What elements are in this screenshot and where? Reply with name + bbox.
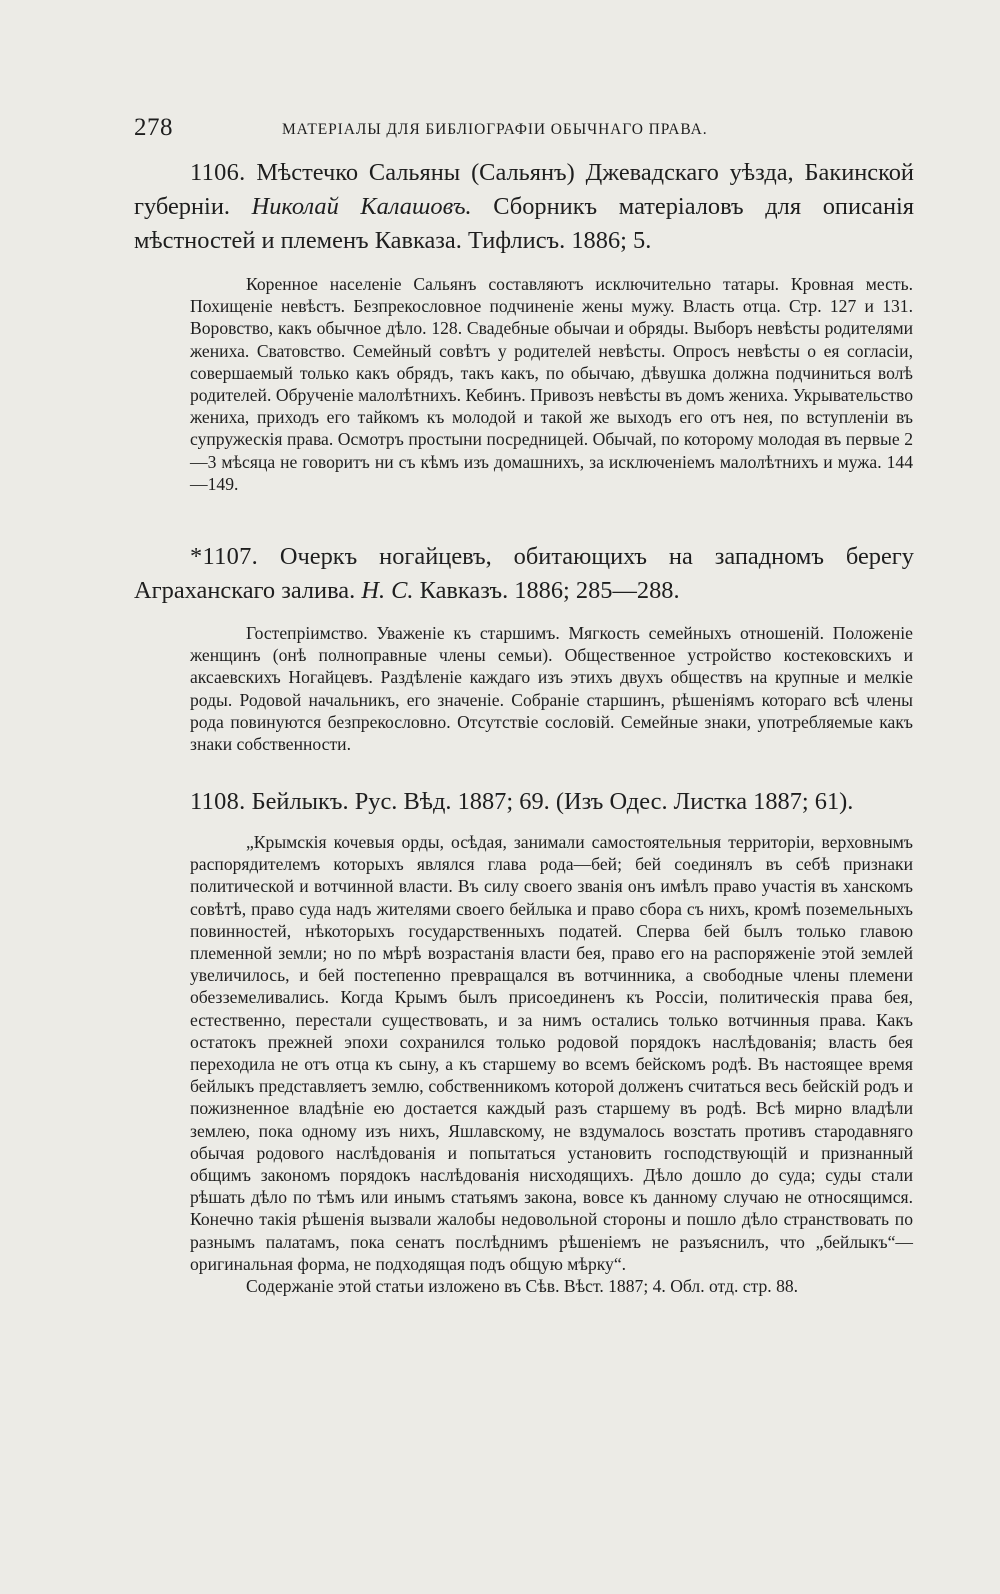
entry-heading — [134, 156, 914, 258]
entry-summary — [190, 622, 913, 755]
entry-author: Николай Калашовъ. — [251, 193, 472, 220]
bibliography-entry-1108 — [134, 785, 914, 1297]
entry-summary-text: Гостепріимство. Уваженіе къ старшимъ. Мягкость семейныхъ отношеній. Положеніе женщинъ (онѣ полноправные члены семьи). Общественное устройство костековскихъ и аксаевскихъ Ногайцевъ. Раздѣленіе каждаго изъ этихъ двухъ обществъ на крупные и мелкіе роды. Родовой начальникъ, его значеніе. Собраніе старшинъ, рѣшеніямъ котораго всѣ члены рода повинуются безпрекословно. Отсутствіе сословій. Семейные знаки, употребляемые какъ знаки собственности. — [190, 623, 913, 755]
entry-note: Содержаніе этой статьи изложено въ Сѣв. Вѣст. 1887; 4. Обл. отд. стр. 88. — [246, 1276, 799, 1297]
entry-title: Мѣстечко Сальяны (Сальянъ) Джевадскаго уѣзда, Бакинской губерніи. — [134, 159, 914, 220]
bibliography-entry-1106 — [134, 156, 914, 495]
entry-quote-text: „Крымскія кочевыя орды, осѣдая, занимали самостоятельныя территоріи, верховнымъ распорядителемъ которыхъ являлся глава рода—бей; бей соединялъ въ себѣ признаки политической и вотчинной власти. Въ силу своего званія онъ имѣлъ право участія въ ханскомъ совѣтѣ, право суда надъ жителями своего бейлыка и право сбора съ нихъ, кромѣ поземельныхъ повинностей, нѣкоторыхъ государственныхъ податей. Сперва бей былъ только главою племенной земли; но по мѣрѣ возрастанія власти бея, право его на распоряженіе этой землей увеличилось, и бей постепенно превращался въ вотчинника, а свободные члены племени обезземеливались. Когда Крымъ былъ присоединенъ къ Россіи, политическія права бея, естественно, перестали существовать, и за нимъ остались только вотчинныя права. Какъ остатокъ прежней эпохи сохранился только родовой порядокъ наслѣдованія; власть бея переходила не отъ отца къ сыну, а къ старшему во всемъ бейскомъ родѣ. Въ настоящее время бейлыкъ представляетъ землю, собственникомъ которой долженъ считаться весь бейскій родъ и пожизненное владѣніе ею достается каждый разъ старшему въ родѣ. Всѣ мирно владѣли землею, пока одному изъ нихъ, Яшлавскому, не вздумалось возстать противъ стародавняго обычая родового наслѣдованія и попытаться установить господствующій и признанный общимъ закономъ порядокъ наслѣдованія нисходящихъ. Дѣло дошло до суда; суды стали рѣшать дѣло по тѣмъ или инымъ статьямъ закона, вовсе къ данному случаю не относящимся. Конечно такія рѣшенія вызвали жалобы недовольной стороны и пошло дѣло странствовать по разнымъ палатамъ, пока сенатъ послѣднимъ рѣшеніемъ не разъяснилъ, что „бейлыкъ“—оригинальная форма, не подходящая подъ общую мѣрку“. — [190, 832, 913, 1274]
bibliography-entry-1107 — [134, 540, 914, 755]
entry-number: 1108. — [190, 788, 246, 815]
entry-title: Бейлыкъ. Рус. Вѣд. 1887; 69. (Изъ Одес. Листка 1887; 61). — [251, 788, 854, 815]
entry-number: 1106. — [190, 159, 246, 186]
entry-source: Кавказъ. 1886; 285—288. — [419, 577, 680, 604]
running-title: МАТЕРІАЛЫ ДЛЯ БИБЛІОГРАФІИ ОБЫЧНАГО ПРАВА. — [282, 121, 708, 138]
entry-title: Очеркъ ногайцевъ, обитающихъ на западномъ берегу Аграханскаго залива. — [134, 543, 914, 604]
running-head — [134, 114, 784, 148]
entry-heading — [134, 540, 914, 608]
entry-number: *1107. — [190, 543, 258, 570]
entry-summary — [190, 273, 913, 495]
entry-heading — [134, 785, 914, 819]
entry-author: Н. С. — [361, 577, 414, 604]
entry-summary-text: Коренное населеніе Сальянъ составляютъ исключительно татары. Кровная месть. Похищеніе невѣстъ. Безпрекословное подчиненіе жены мужу. Власть отца. Стр. 127 и 131. Воровство, какъ обычное дѣло. 128. Свадебные обычаи и обряды. Выборъ невѣсты родителями жениха. Сватовство. Семейный совѣтъ у родителей невѣсты. Опросъ невѣсты о ея согласіи, совершаемый только какъ обрядъ, такъ какъ, по обычаю, дѣвушка должна подчиниться волѣ родителей. Обрученіе малолѣтнихъ. Кебинъ. Привозъ невѣсты въ домъ жениха. Укрывательство жениха, приходъ его тайкомъ къ молодой и такой же выходъ его отъ нея, по вступленіи въ супружескія права. Осмотръ простыни посредницей. Обычай, по которому молодая въ первые 2—3 мѣсяца не говоритъ ни съ кѣмъ изъ домашнихъ, за исключеніемъ малолѣтнихъ и мужа. 144—149. — [190, 274, 913, 494]
entry-source: Сборникъ матеріаловъ для описанія мѣстностей и племенъ Кавказа. Тифлисъ. 1886; 5. — [134, 193, 914, 254]
entry-quote — [190, 831, 913, 1297]
page-number: 278 — [134, 114, 173, 141]
